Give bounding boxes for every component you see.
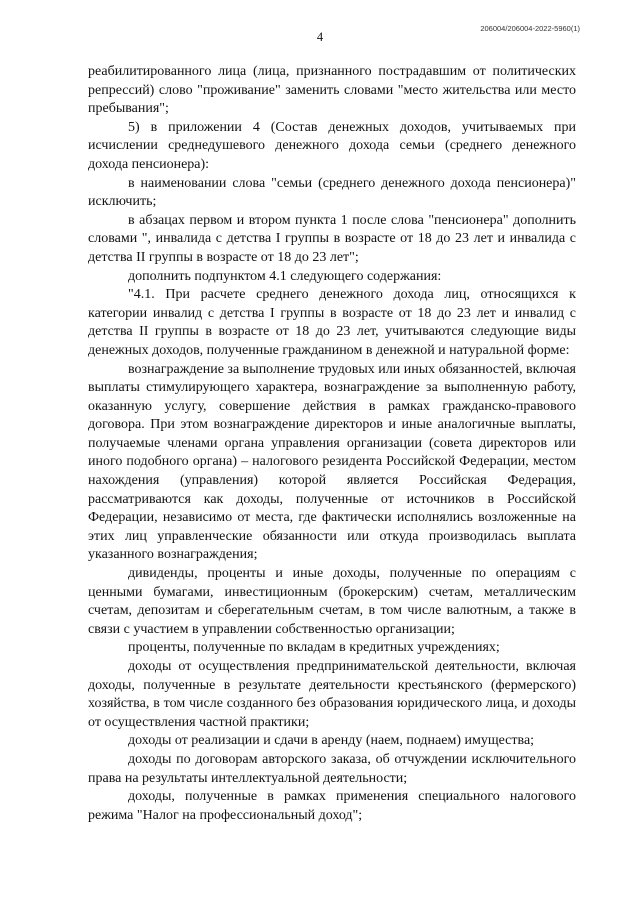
- paragraph: в абзацах первом и втором пункта 1 после слова "пенсионера" дополнить словами ", инвалида с детства I группы в возрасте от 18 до 23 лет и инвалида с детства II группы в возрасте от 18 до 23 лет";: [88, 212, 576, 265]
- page-number: 4: [316, 30, 324, 44]
- paragraph: доходы от осуществления предпринимательской деятельности, включая доходы, полученные в результате деятельности крестьянского (фермерского) хозяйства, в том числе созданного без образования юридического лица, и доходы от осуществления частной практики;: [88, 659, 576, 730]
- paragraph: реабилитированного лица (лица, признанного пострадавшим от политических репрессий) слово "проживание" заменить словами "место жительства или место пребывания";: [88, 64, 576, 117]
- paragraph: 5) в приложении 4 (Состав денежных доходов, учитываемых при исчислении среднедушевого денежного дохода семьи (среднего денежного дохода пенсионера):: [88, 119, 576, 172]
- paragraph: "4.1. При расчете среднего денежного дохода лиц, относящихся к категории инвалид с детства I группы в возрасте от 18 до 23 лет и инвалид с детства II группы в возрасте от 18 до 23 лет, учитываются следующие виды денежных доходов, полученные гражданином в денежной и натуральной форме:: [88, 287, 576, 358]
- paragraph: доходы, полученные в рамках применения специального налогового режима "Налог на профессиональный доход";: [88, 789, 576, 823]
- paragraph: в наименовании слова "семьи (среднего денежного дохода пенсионера)" исключить;: [88, 175, 576, 210]
- document-id: 206004/206004-2022-5960(1): [480, 24, 580, 33]
- paragraph: дополнить подпунктом 4.1 следующего содержания:: [128, 268, 442, 284]
- paragraph: проценты, полученные по вкладам в кредитных учреждениях;: [128, 640, 500, 656]
- paragraph: дивиденды, проценты и иные доходы, полученные по операциям с ценными бумагами, инвестиционным (брокерским) счетам, металлическим счетам, депозитам и сберегательным счетам, в том числе валютным, а также в связи с участием в управлении собственностью организации;: [88, 566, 576, 637]
- paragraph: доходы от реализации и сдачи в аренду (наем, поднаем) имущества;: [128, 733, 535, 749]
- paragraph: вознаграждение за выполнение трудовых или иных обязанностей, включая выплаты стимулирующего характера, вознаграждение за выполненную работу, оказанную услугу, совершение действия в рамках гражданско-правового договора. При этом вознаграждение директоров и иные аналогичные выплаты, получаемые членами органа управления организации (совета директоров или иного подобного органа) – налогового резидента Российской Федерации, местом нахождения (управления) которой является Российская Федерация, рассматриваются как доходы, полученные от источников в Российской Федерации, независимо от места, где фактически исполнялись возложенные на этих лиц управленческие обязанности или откуда производилась выплата указанного вознаграждения;: [88, 361, 576, 563]
- document-body: [88, 63, 576, 825]
- paragraph: доходы по договорам авторского заказа, об отчуждении исключительного права на результаты интеллектуальной деятельности;: [88, 751, 576, 786]
